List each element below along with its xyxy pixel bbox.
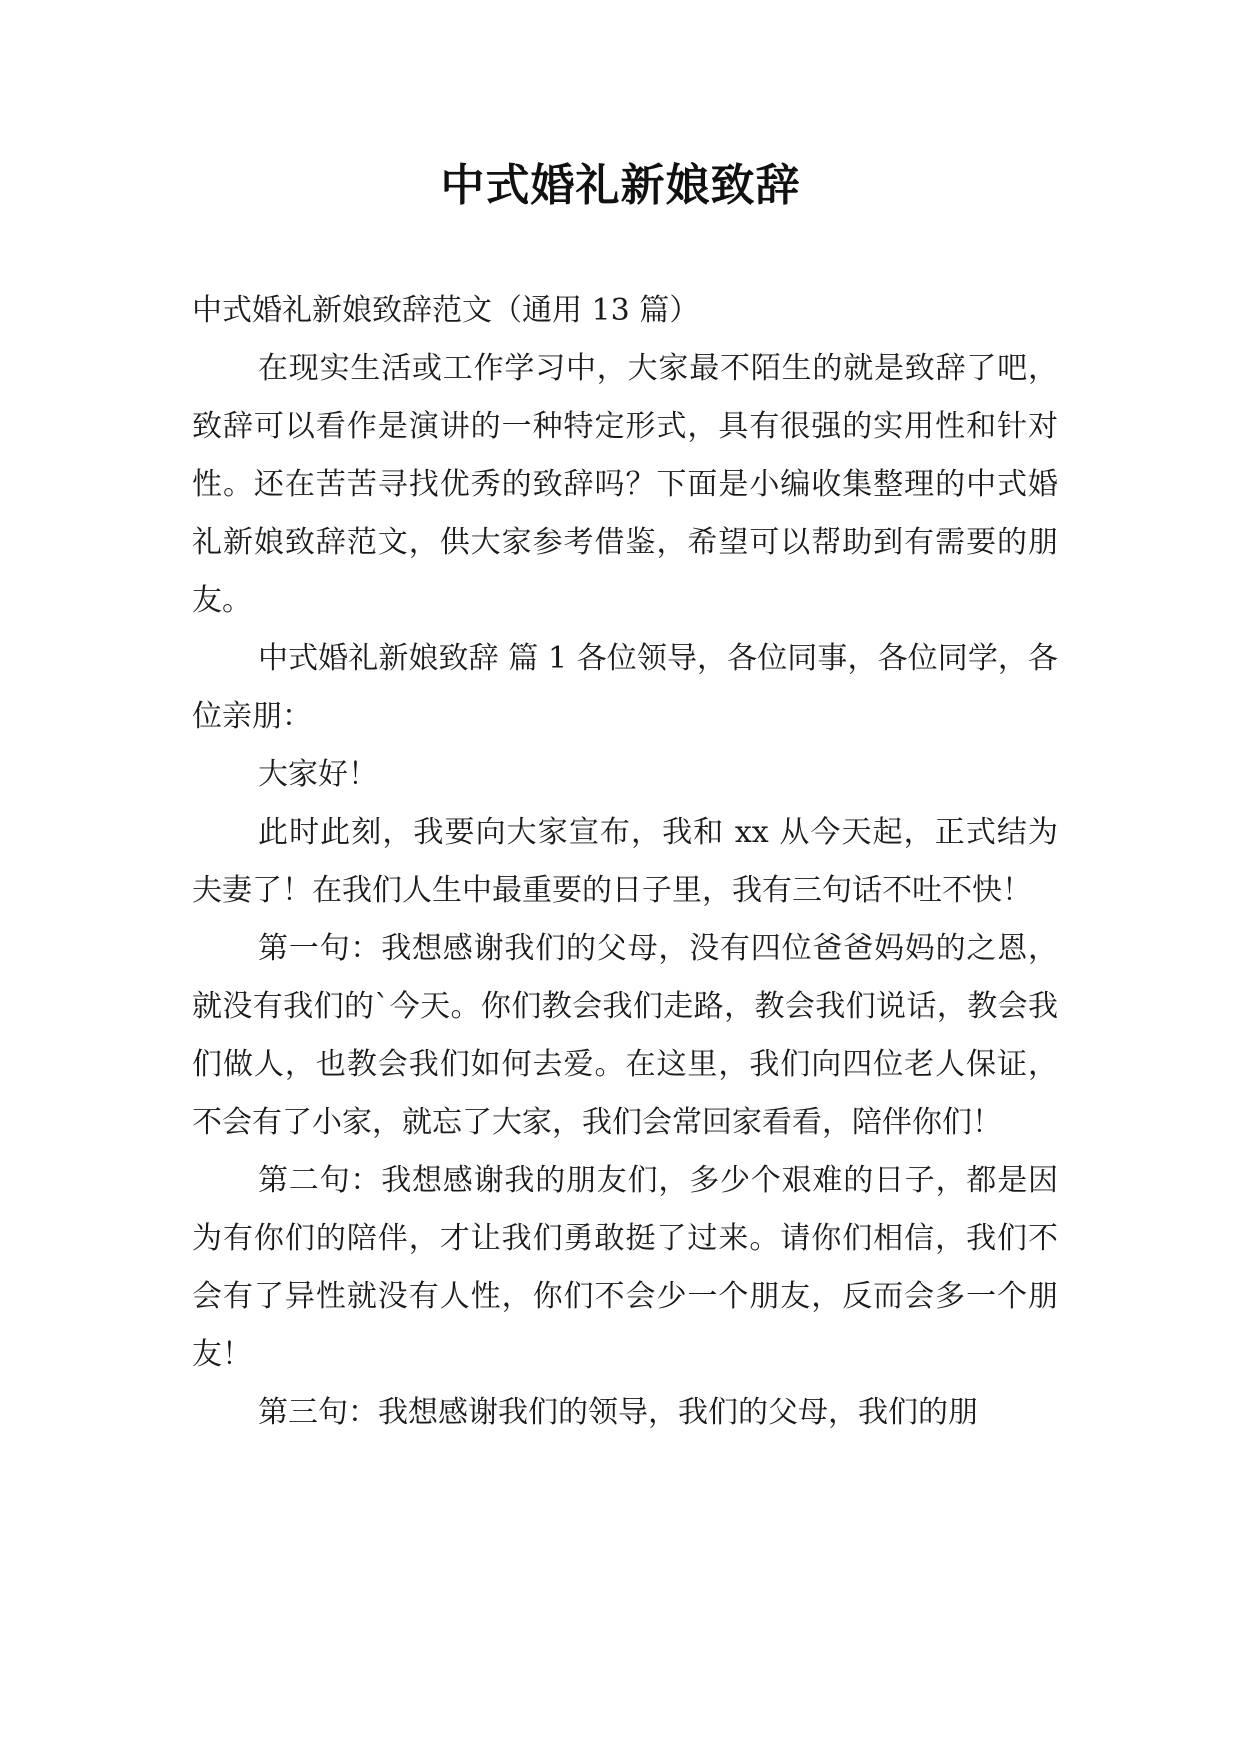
paragraph-intro: 在现实生活或工作学习中，大家最不陌生的就是致辞了吧，致辞可以看作是演讲的一种特定形式，具有很强的实用性和针对性。还在苦苦寻找优秀的致辞吗？下面是小编收集整理的中式婚礼新娘致辞范文，供大家参考借鉴，希望可以帮助到有需要的朋友。 bbox=[192, 351, 1058, 618]
document-title: 中式婚礼新娘致辞 bbox=[440, 160, 801, 211]
document-subtitle: 中式婚礼新娘致辞范文（通用 13 篇） bbox=[192, 293, 700, 328]
paragraph-salutation: 中式婚礼新娘致辞 篇 1 各位领导，各位同事，各位同学，各位亲朋： bbox=[192, 641, 1058, 734]
paragraph-first-thanks: 第一句：我想感谢我们的父母，没有四位爸爸妈妈的之恩，就没有我们的`今天。你们教会我们走路，教会我们说话，教会我们做人，也教会我们如何去爱。在这里，我们向四位老人保证，不会有了小家，就忘了大家，我们会常回家看看，陪伴你们！ bbox=[192, 931, 1058, 1140]
paragraph-second-thanks: 第二句：我想感谢我的朋友们，多少个艰难的日子，都是因为有你们的陪伴，才让我们勇敢挺了过来。请你们相信，我们不会有了异性就没有人性，你们不会少一个朋友，反而会多一个朋友！ bbox=[192, 1163, 1058, 1372]
paragraph-third-thanks: 第三句：我想感谢我们的领导，我们的父母，我们的朋 bbox=[258, 1395, 978, 1430]
document-body bbox=[192, 282, 1058, 1442]
paragraph-announcement: 此时此刻，我要向大家宣布，我和 xx 从今天起，正式结为夫妻了！在我们人生中最重要的日子里，我有三句话不吐不快！ bbox=[192, 815, 1058, 908]
paragraph-greeting: 大家好！ bbox=[258, 757, 378, 792]
